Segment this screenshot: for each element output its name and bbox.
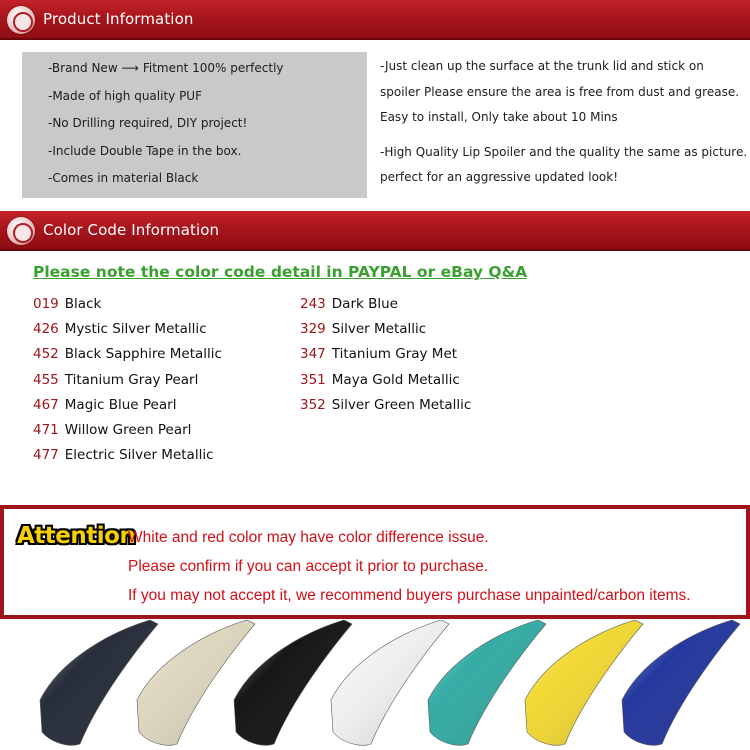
product-info-header [0,0,750,40]
color-code-row [300,319,471,344]
color-code-number: 471 [33,421,59,438]
color-code-number: 455 [33,371,59,388]
color-code-number: 329 [300,321,326,338]
color-code-row [300,294,471,319]
attention-line: If you may not accept it, we recommend buyers purchase unpainted/carbon items. [128,587,691,604]
description-line: -Just clean up the surface at the trunk lid and stick on [380,59,704,73]
color-code-name: Electric Silver Metallic [64,447,214,464]
color-code-number: 352 [300,396,326,413]
attention-line: White and red color may have color difference issue. [128,529,489,546]
feature-item: -Include Double Tape in the box. [48,143,242,158]
color-code-number: 467 [33,396,59,413]
color-code-row [300,395,471,420]
bullet-circle-icon [7,217,35,245]
color-code-row [33,319,222,344]
color-code-row [33,344,222,369]
attention-label: Attention [17,523,136,549]
color-code-name: Titanium Gray Pearl [64,371,199,388]
color-code-name: Maya Gold Metallic [331,371,460,388]
bullet-circle-icon [7,6,35,34]
color-code-list-right [300,294,471,420]
color-code-note: Please note the color code detail in PAYPAL or eBay Q&A [33,263,528,281]
color-code-header [0,211,750,251]
color-code-name: Magic Blue Pearl [64,396,177,413]
attention-line: Please confirm if you can accept it prior to purchase. [128,558,489,575]
color-code-row [33,420,222,445]
feature-item: -No Drilling required, DIY project! [48,116,248,130]
color-code-number: 351 [300,371,326,388]
color-code-name: Black Sapphire Metallic [64,346,222,363]
attention-panel [4,509,746,615]
color-code-list-left [33,294,222,470]
product-info-title: Product Information [43,10,194,28]
color-code-name: Silver Green Metallic [331,396,472,413]
color-code-row [33,395,222,420]
color-code-name: Mystic Silver Metallic [64,321,207,338]
color-code-row [33,445,222,470]
right-arrow-icon: ⟶ [121,61,139,75]
description-line: Easy to install, Only take about 10 Mins [380,110,618,124]
color-code-number: 477 [33,447,59,464]
color-code-row [33,294,222,319]
color-code-number: 452 [33,346,59,363]
color-code-title: Color Code Information [43,221,220,239]
color-code-row [300,370,471,395]
color-code-name: Black [64,296,102,312]
color-code-number: 019 [33,296,59,312]
product-description [380,54,748,191]
description-line: -High Quality Lip Spoiler and the quality the same as picture. [380,144,748,159]
color-code-name: Silver Metallic [331,321,427,338]
color-code-number: 243 [300,296,326,312]
color-code-name: Willow Green Pearl [64,421,192,438]
spoiler-color-swatches [0,620,750,750]
color-code-name: Dark Blue [331,296,398,312]
color-code-number: 347 [300,346,326,363]
feature-item: -Made of high quality PUF [48,88,202,103]
attention-box [0,505,750,619]
color-code-row [33,370,222,395]
color-code-number: 426 [33,321,59,338]
spoiler-swatch [622,620,740,745]
features-box [22,52,367,198]
description-line: spoiler Please ensure the area is free from dust and grease. [380,84,740,99]
description-line: perfect for an aggressive updated look! [380,170,619,184]
feature-item: -Brand New ⟶ Fitment 100% perfectly [48,58,367,86]
color-code-row [300,344,471,369]
color-code-name: Titanium Gray Met [331,346,458,363]
feature-item: -Comes in material Black [48,171,199,185]
